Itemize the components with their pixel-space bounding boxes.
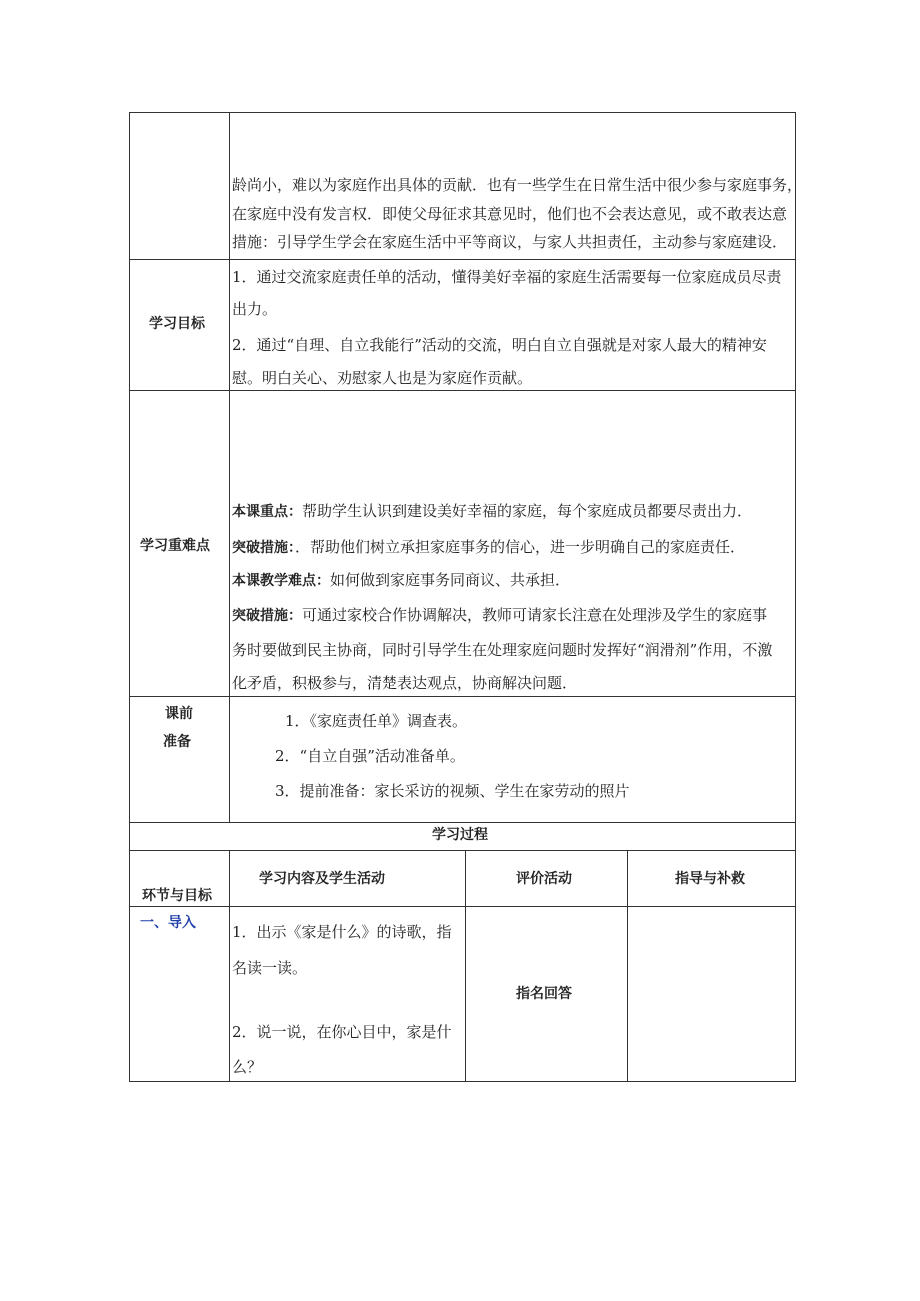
stage-label: 一、导入 [140, 915, 196, 931]
header-evaluation: 评价活动 [516, 871, 572, 887]
col-divider [465, 850, 466, 1082]
preparation-item: 2．“自立自强”活动准备单。 [275, 747, 465, 765]
objectives-line: 1．通过交流家庭责任单的活动，懂得美好幸福的家庭生活需要每一位家庭成员尽责 [232, 268, 782, 286]
key-point-text: 帮助学生认识到建设美好幸福的家庭，每个家庭成员都要尽责出力． [302, 502, 753, 520]
key-point-continuation: 化矛盾，积极参与，清楚表达观点，协商解决问题． [232, 674, 578, 692]
preparation-item: 3．提前准备：家长采访的视频、学生在家劳动的照片 [275, 782, 630, 800]
col-divider [229, 112, 230, 823]
col-divider [627, 850, 628, 1082]
table-border-left [129, 112, 130, 1082]
objectives-label: 学习目标 [149, 316, 205, 332]
objectives-line: 2．通过“自理、自立我能行”活动的交流，明白自立自强就是对家人最大的精神安 [232, 336, 767, 354]
continuation-line: 措施：引导学生学会在家庭生活中平等商议，与家人共担责任，主动参与家庭建设． [232, 233, 788, 251]
header-content: 学习内容及学生活动 [259, 871, 385, 887]
header-stage: 环节与目标 [142, 888, 212, 904]
key-point-item [232, 537, 745, 558]
key-point-key: 本课教学难点： [232, 573, 330, 589]
key-point-key: 突破措施： [232, 540, 295, 556]
preparation-label-1: 课前 [165, 706, 193, 722]
objectives-line: 慰。明白关心、劝慰家人也是为家庭作贡献。 [232, 369, 533, 387]
process-title: 学习过程 [432, 827, 488, 843]
key-point-text: ．帮助他们树立承担家庭事务的信心，进一步明确自己的家庭责任． [295, 538, 746, 556]
key-point-item [232, 605, 767, 626]
key-point-key: 突破措施： [232, 608, 302, 624]
preparation-label-2: 准备 [163, 734, 191, 750]
content-line: 2．说一说，在你心目中，家是什 [232, 1023, 452, 1041]
col-divider [229, 850, 230, 1082]
key-point-key: 本课重点： [232, 504, 302, 520]
key-point-text: 如何做到家庭事务同商议、共承担． [330, 571, 571, 589]
key-points-label: 学习重难点 [140, 538, 210, 554]
evaluation-text: 指名回答 [516, 986, 572, 1002]
content-line: 么？ [232, 1058, 263, 1076]
key-point-continuation: 务时要做到民主协商，同时引导学生在处理家庭问题时发挥好“润滑剂”作用，不激 [232, 641, 773, 659]
table-border-right [795, 112, 796, 1082]
objectives-line: 出力。 [232, 300, 278, 318]
continuation-line: 在家庭中没有发言权．即使父母征求其意见时，他们也不会表达意见，或不敢表达意 [232, 205, 788, 223]
header-guidance: 指导与补救 [675, 871, 745, 887]
continuation-line: 龄尚小，难以为家庭作出具体的贡献．也有一些学生在日常生活中很少参与家庭事务， [232, 176, 803, 194]
key-point-item [232, 570, 570, 591]
key-point-item [232, 501, 752, 522]
content-line: 名读一读。 [232, 959, 308, 977]
key-point-text: 可通过家校合作协调解决，教师可请家长注意在处理涉及学生的家庭事 [302, 606, 768, 624]
preparation-item: 1．《家庭责任单》调查表。 [285, 712, 468, 730]
content-line: 1．出示《家是什么》的诗歌，指 [232, 923, 452, 941]
